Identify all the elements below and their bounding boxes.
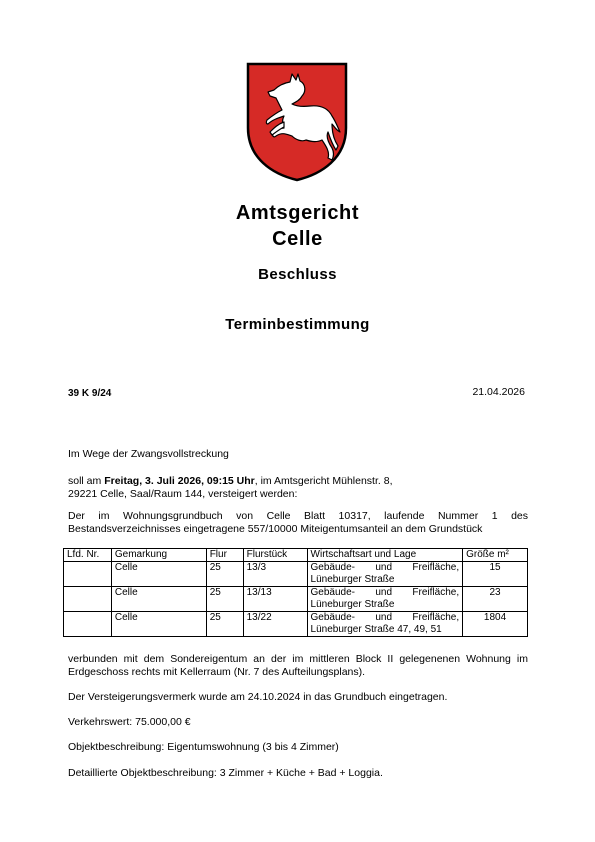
lage-line-1: Gebäude- und Freifläche,: [310, 612, 460, 623]
cell-lfd: [64, 587, 112, 612]
lage-line-2: Lüneburger Straße 47, 49, 51: [310, 624, 442, 635]
document-subject: Terminbestimmung: [225, 316, 370, 333]
court-city: Celle: [272, 228, 323, 250]
header-gemarkung: Gemarkung: [111, 549, 206, 562]
document-type: Beschluss: [258, 266, 337, 283]
registration-note: Der Versteigerungsvermerk wurde am 24.10.2024 in das Grundbuch eingetragen.: [68, 691, 448, 703]
cell-lfd: [64, 612, 112, 637]
cell-flurstueck: 13/3: [243, 562, 307, 587]
property-line-1: Der im Wohnungsgrundbuch von Celle Blatt 10317, laufende Nummer 1 des: [68, 510, 528, 522]
lage-line-2: Lüneburger Straße: [310, 574, 395, 585]
cell-groesse: 1804: [463, 612, 528, 637]
header-flurstueck: Flurstück: [243, 549, 307, 562]
table-row: [64, 587, 528, 612]
special-line-1: verbunden mit dem Sondereigentum an der im mittleren Block II gelegenenen Wohnung im: [68, 653, 528, 665]
table-row: [64, 562, 528, 587]
parcel-table: [63, 548, 528, 637]
special-property-paragraph: [68, 653, 528, 679]
cell-flur: 25: [206, 612, 243, 637]
lage-line-2: Lüneburger Straße: [310, 599, 395, 610]
intro-text: Im Wege der Zwangsvollstreckung: [68, 448, 229, 460]
schedule-line-2: 29221 Celle, Saal/Raum 144, versteigert werden:: [68, 488, 298, 500]
cell-groesse: 23: [463, 587, 528, 612]
cell-flurstueck: 13/13: [243, 587, 307, 612]
table-header-row: [64, 549, 528, 562]
document-date: 21.04.2026: [472, 386, 525, 398]
schedule-date: Freitag, 3. Juli 2026, 09:15 Uhr: [104, 475, 255, 487]
cell-lage: [307, 587, 463, 612]
schedule-paragraph: [68, 475, 528, 501]
special-line-2: Erdgeschoss rechts mit Kellerraum (Nr. 7 des Aufteilungsplans).: [68, 666, 366, 678]
cell-flurstueck: 13/22: [243, 612, 307, 637]
court-name: Amtsgericht: [235, 202, 360, 224]
header-lfd-nr: Lfd. Nr.: [64, 549, 112, 562]
coat-of-arms-icon: [246, 62, 348, 182]
schedule-location: , im Amtsgericht Mühlenstr. 8,: [254, 475, 393, 487]
header-flur: Flur: [206, 549, 243, 562]
cell-lage: [307, 612, 463, 637]
schedule-line-1: [68, 475, 528, 488]
header-wirtschaftsart: Wirtschaftsart und Lage: [307, 549, 463, 562]
lage-line-1: Gebäude- und Freifläche,: [310, 562, 460, 573]
property-paragraph: [68, 510, 528, 536]
cell-groesse: 15: [463, 562, 528, 587]
table-row: [64, 612, 528, 637]
cell-flur: 25: [206, 562, 243, 587]
cell-lfd: [64, 562, 112, 587]
market-value: Verkehrswert: 75.000,00 €: [68, 716, 191, 728]
cell-gemarkung: Celle: [111, 562, 206, 587]
cell-gemarkung: Celle: [111, 587, 206, 612]
property-line-2: Bestandsverzeichnisses eingetragene 557/10000 Miteigentumsanteil an dem Grundstück: [68, 523, 483, 535]
lage-line-1: Gebäude- und Freifläche,: [310, 587, 460, 598]
cell-flur: 25: [206, 587, 243, 612]
object-description: Objektbeschreibung: Eigentumswohnung (3 bis 4 Zimmer): [68, 741, 339, 753]
cell-lage: [307, 562, 463, 587]
detailed-object-description: Detaillierte Objektbeschreibung: 3 Zimmer + Küche + Bad + Loggia.: [68, 767, 383, 779]
header-groesse: Größe m²: [463, 549, 528, 562]
schedule-prefix: soll am: [68, 475, 105, 487]
cell-gemarkung: Celle: [111, 612, 206, 637]
file-number: 39 K 9/24: [68, 388, 112, 399]
